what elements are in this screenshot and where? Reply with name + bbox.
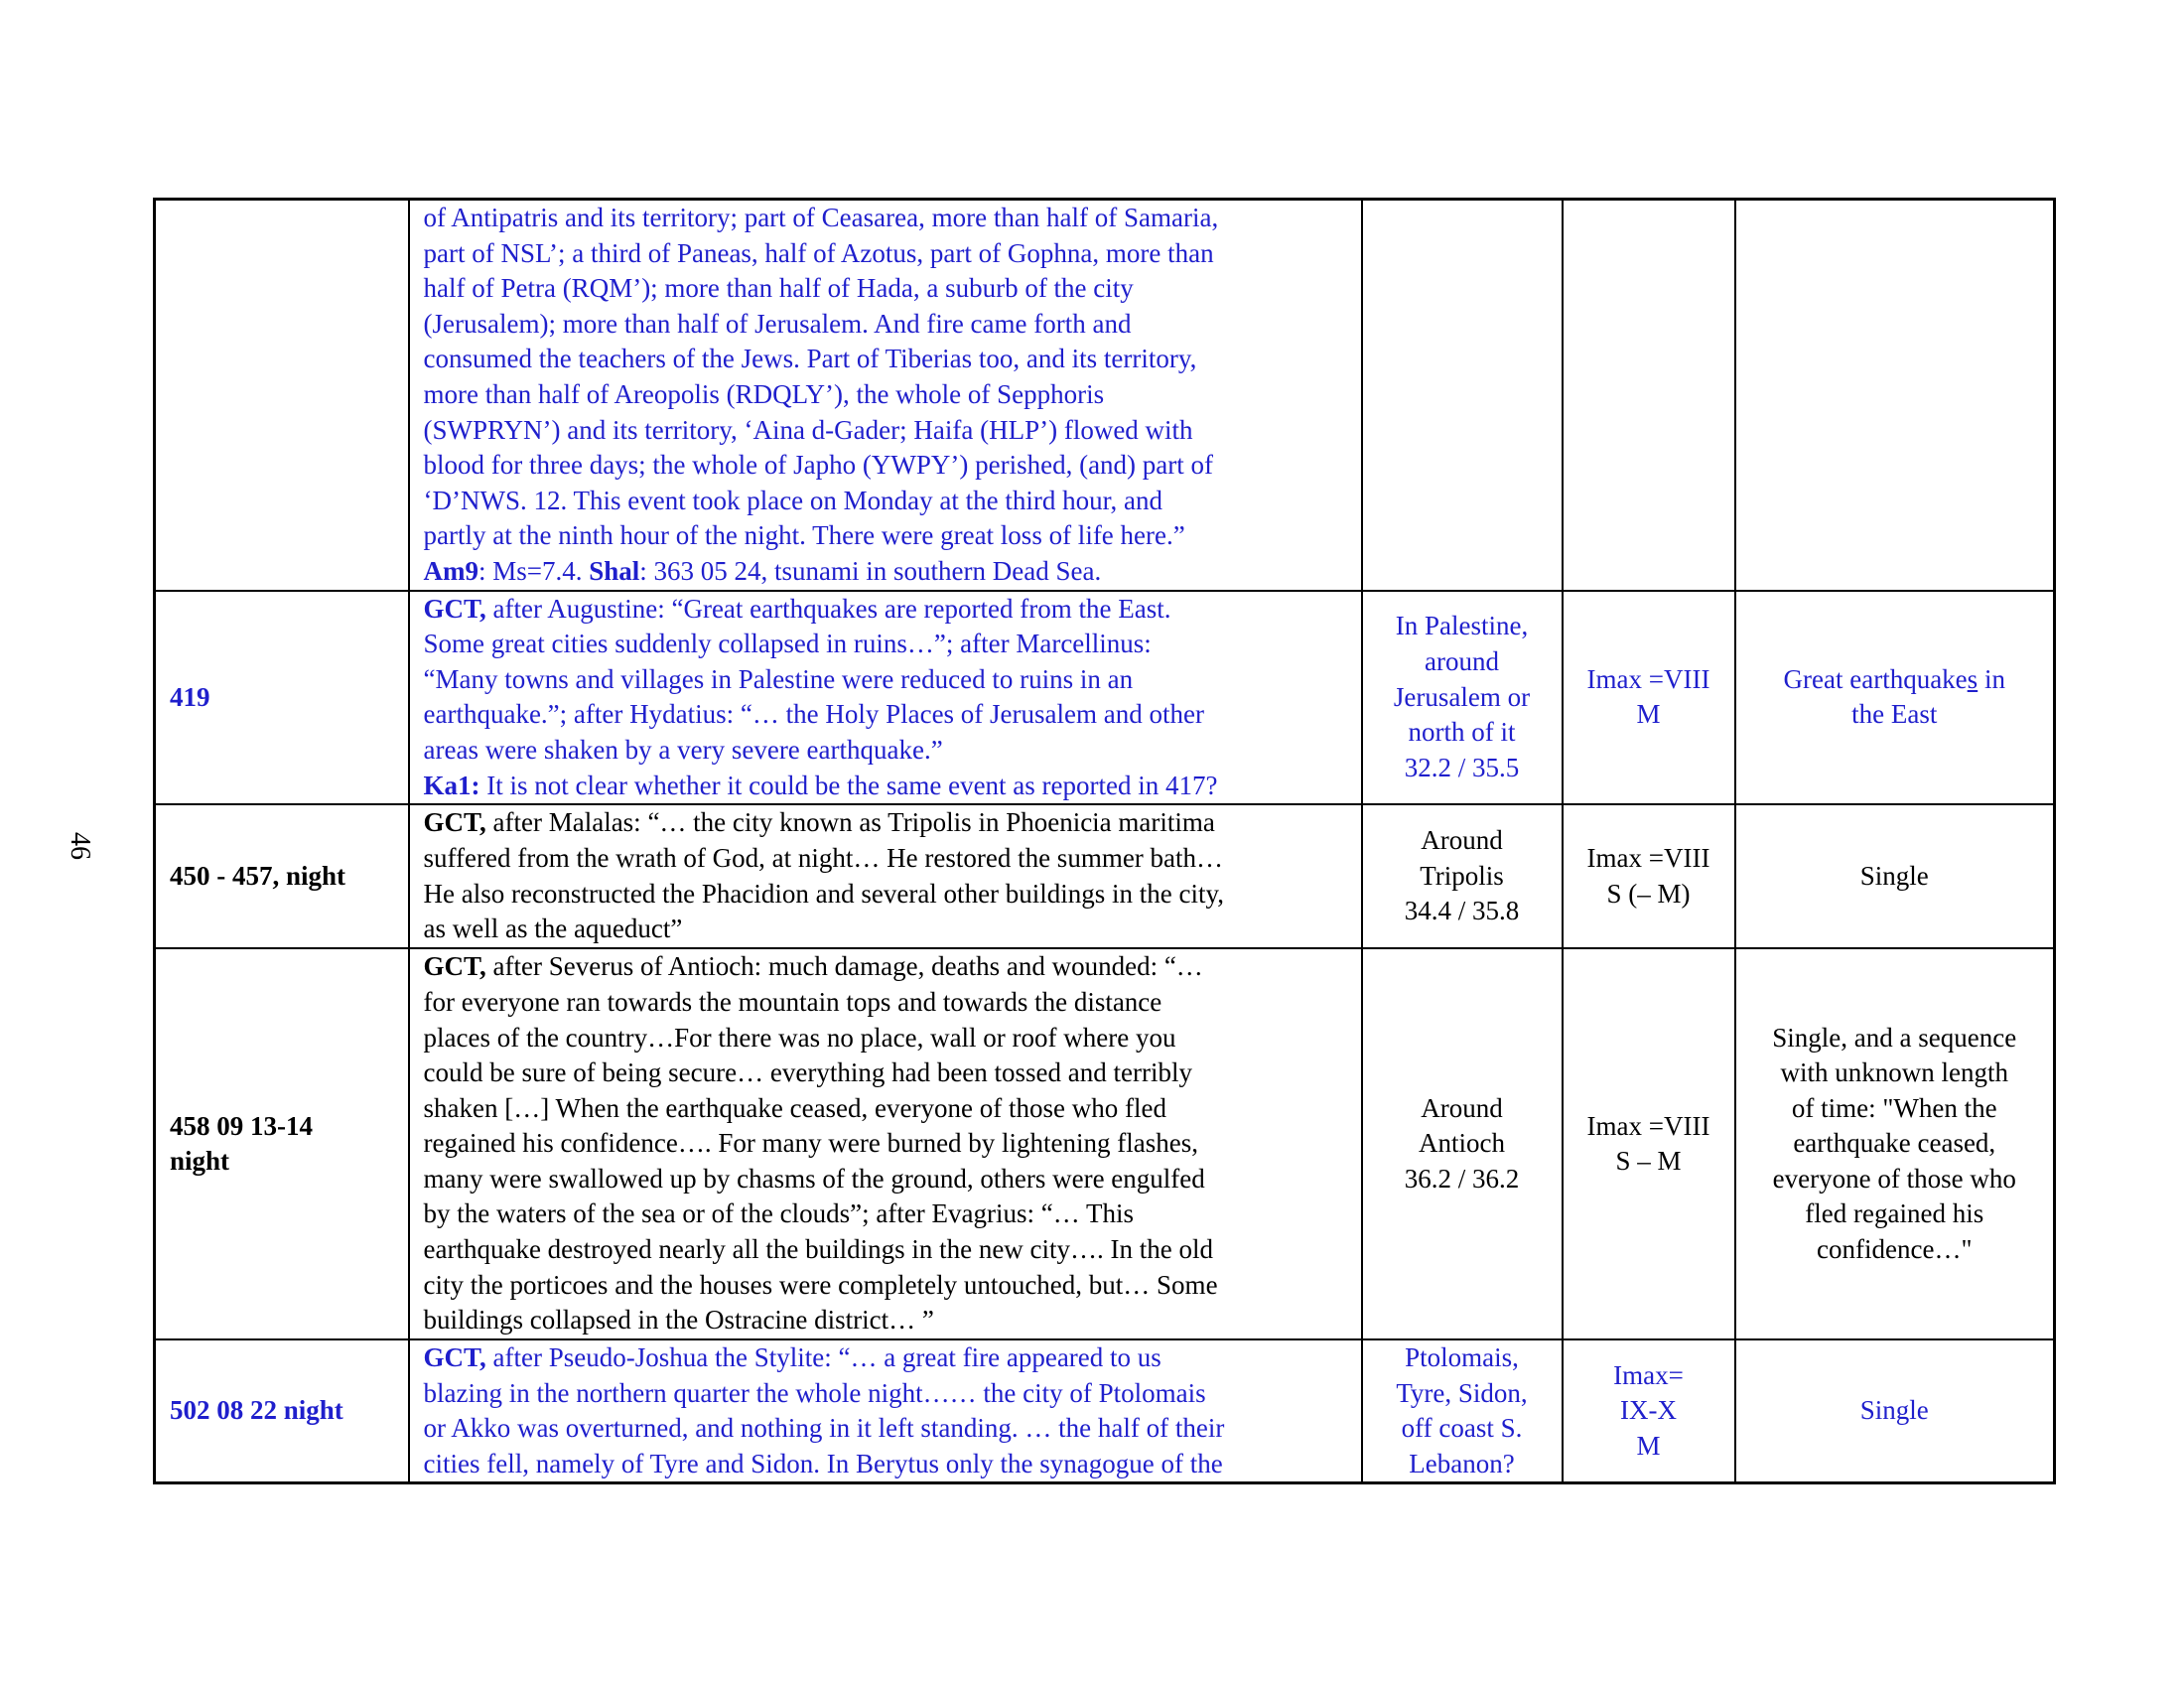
- reference-line: Am9: Ms=7.4. Shal: 363 05 24, tsunami in southern Dead Sea.: [423, 555, 1102, 586]
- location-cell: Ptolomais, Tyre, Sidon, off coast S. Lebanon?: [1362, 1339, 1563, 1483]
- intensity-cell: Imax =VIII S (– M): [1563, 804, 1735, 948]
- type-cell: Great earthquakes in the East: [1735, 591, 2055, 805]
- table-row: [155, 591, 2055, 805]
- description-cell: GCT, after Severus of Antioch: much damage, deaths and wounded: “… for everyone ran towards the mountain tops and towards the distance places of the country…For there was no place, wall or roof where you could be sure of being secure… everything had been tossed and terribly shaken […] When the earthquake ceased, everyone of those who fled regained his confidence…. For many were burned by lightening flashes, many were swallowed up by chasms of the ground, others were engulfed by the waters of the sea or of the clouds”; after Evagrius: “… This earthquake destroyed nearly all the buildings in the new city…. In the old city the porticoes and the houses were completely untouched, but… Some buildings collapsed in the Ostracine district… ”: [409, 948, 1362, 1339]
- earthquake-catalog-table: [153, 198, 2056, 1484]
- type-cell: Single: [1735, 804, 2055, 948]
- description-cell: of Antipatris and its territory; part of Ceasarea, more than half of Samaria, part of NSL’; a third of Paneas, half of Azotus, part of Gophna, more than half of Petra (RQM’); more than half of Hada, a suburb of the city (Jerusalem); more than half of Jerusalem. And fire came forth and consumed the teachers of the Jews. Part of Tiberias too, and its territory, more than half of Areopolis (RDQLY’), the whole of Sepphoris (SWPRYN’) and its territory, ‘Aina d-Gader; Haifa (HLP’) flowed with blood for three days; the whole of Japho (YWPY’) perished, (and) part of ‘D’NWS. 12. This event took place on Monday at the third hour, and partly at the ninth hour of the night. There were great loss of life here.” Am9: Ms=7.4. Shal: 363 05 24, tsunami in southern Dead Sea.: [409, 200, 1362, 591]
- date-cell: 419: [155, 591, 409, 805]
- description-cell: GCT, after Augustine: “Great earthquakes are reported from the East. Some great cities suddenly collapsed in ruins…”; after Marcellinus: “Many towns and villages in Palestine were reduced to ruins in an earthquake.”; after Hydatius: “… the Holy Places of Jerusalem and other areas were shaken by a very severe earthquake.” Ka1: It is not clear whether it could be the same event as reported in 417?: [409, 591, 1362, 805]
- type-cell: [1735, 200, 2055, 591]
- intensity-cell: Imax =VIII M: [1563, 591, 1735, 805]
- location-cell: Around Antioch 36.2 / 36.2: [1362, 948, 1563, 1339]
- table-row: [155, 1339, 2055, 1483]
- intensity-cell: [1563, 200, 1735, 591]
- description-cell: GCT, after Pseudo-Joshua the Stylite: “… a great fire appeared to us blazing in the northern quarter the whole night…… the city of Ptolomais or Akko was overturned, and nothing in it left standing. … the half of their cities fell, namely of Tyre and Sidon. In Berytus only the synagogue of the: [409, 1339, 1362, 1483]
- type-cell: Single, and a sequence with unknown length of time: "When the earthquake ceased, everyone of those who fled regained his confidence…": [1735, 948, 2055, 1339]
- description-cell: GCT, after Malalas: “… the city known as Tripolis in Phoenicia maritima suffered from the wrath of God, at night… He restored the summer bath… He also reconstructed the Phacidion and several other buildings in the city, as well as the aqueduct”: [409, 804, 1362, 948]
- date-cell: 450 - 457, night: [155, 804, 409, 948]
- location-cell: [1362, 200, 1563, 591]
- date-cell: [155, 200, 409, 591]
- date-cell: 458 09 13-14 night: [155, 948, 409, 1339]
- location-cell: In Palestine, around Jerusalem or north of it 32.2 / 35.5: [1362, 591, 1563, 805]
- table-row: [155, 200, 2055, 591]
- intensity-cell: Imax =VIII S – M: [1563, 948, 1735, 1339]
- reference-line: Ka1: It is not clear whether it could be the same event as reported in 417?: [423, 770, 1218, 800]
- table-row: [155, 804, 2055, 948]
- page-number: 46: [65, 832, 95, 860]
- location-cell: Around Tripolis 34.4 / 35.8: [1362, 804, 1563, 948]
- intensity-cell: Imax= IX-X M: [1563, 1339, 1735, 1483]
- date-cell: 502 08 22 night: [155, 1339, 409, 1483]
- table-row: [155, 948, 2055, 1339]
- type-cell: Single: [1735, 1339, 2055, 1483]
